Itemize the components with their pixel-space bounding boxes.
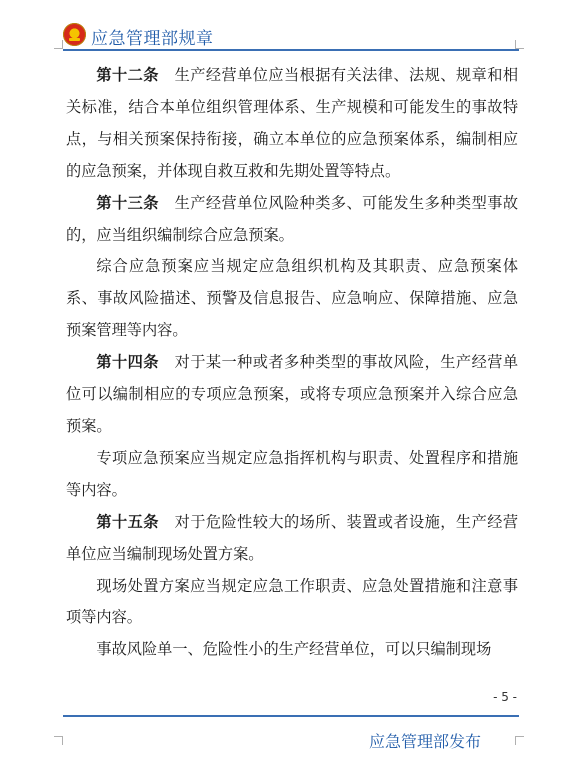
paragraph <box>66 251 518 347</box>
paragraph-text: 生产经营单位应当根据有关法律、法规、规章和相关标准，结合本单位组织管理体系、生产规模和可能发生的事故特点，与相关预案保持衔接，确立本单位的应急预案体系，编制相应的应急预案，并体现自救互救和先期处置等特点。 <box>66 66 519 180</box>
crop-mark-top-right <box>515 40 524 49</box>
paragraph-article-14 <box>66 347 518 443</box>
crop-mark-bottom-right <box>515 736 524 745</box>
paragraph-text: 对于某一种或者多种类型的事故风险，生产经营单位可以编制相应的专项应急预案，或将专项应急预案并入综合应急预案。 <box>66 353 519 435</box>
document-body <box>66 60 518 666</box>
paragraph-text: 现场处置方案应当规定应急工作职责、应急处置措施和注意事项等内容。 <box>66 576 518 627</box>
article-number: 第十三条 <box>96 193 159 212</box>
header-title: 应急管理部规章 <box>91 29 214 49</box>
footer-rule <box>63 715 519 717</box>
paragraph-article-15 <box>66 507 518 571</box>
paragraph-text: 生产经营单位风险种类多、可能发生多种类型事故的，应当组织编制综合应急预案。 <box>66 193 519 244</box>
page-header <box>63 22 519 50</box>
header-rule <box>63 49 519 51</box>
article-number: 第十二条 <box>96 66 159 84</box>
paragraph-article-12 <box>66 60 518 188</box>
paragraph-text: 专项应急预案应当规定应急指挥机构与职责、处置程序和措施等内容。 <box>66 448 518 499</box>
paragraph-article-13 <box>66 188 518 252</box>
national-emblem-icon <box>63 23 86 46</box>
paragraph-text: 事故风险单一、危险性小的生产经营单位，可以只编制现场 <box>96 640 492 659</box>
footer-publisher: 应急管理部发布 <box>368 732 481 751</box>
paragraph <box>66 571 518 635</box>
article-number: 第十五条 <box>96 512 159 531</box>
article-number: 第十四条 <box>96 353 159 372</box>
page-number: - 5 - <box>493 690 517 704</box>
paragraph-text: 综合应急预案应当规定应急组织机构及其职责、应急预案体系、事故风险描述、预警及信息报告、应急响应、保障措施、应急预案管理等内容。 <box>66 257 518 340</box>
crop-mark-top-left <box>54 40 63 49</box>
crop-mark-bottom-left <box>54 736 63 745</box>
paragraph-text: 对于危险性较大的场所、装置或者设施，生产经营单位应当编制现场处置方案。 <box>66 512 519 563</box>
paragraph <box>66 443 518 507</box>
paragraph <box>66 634 518 666</box>
